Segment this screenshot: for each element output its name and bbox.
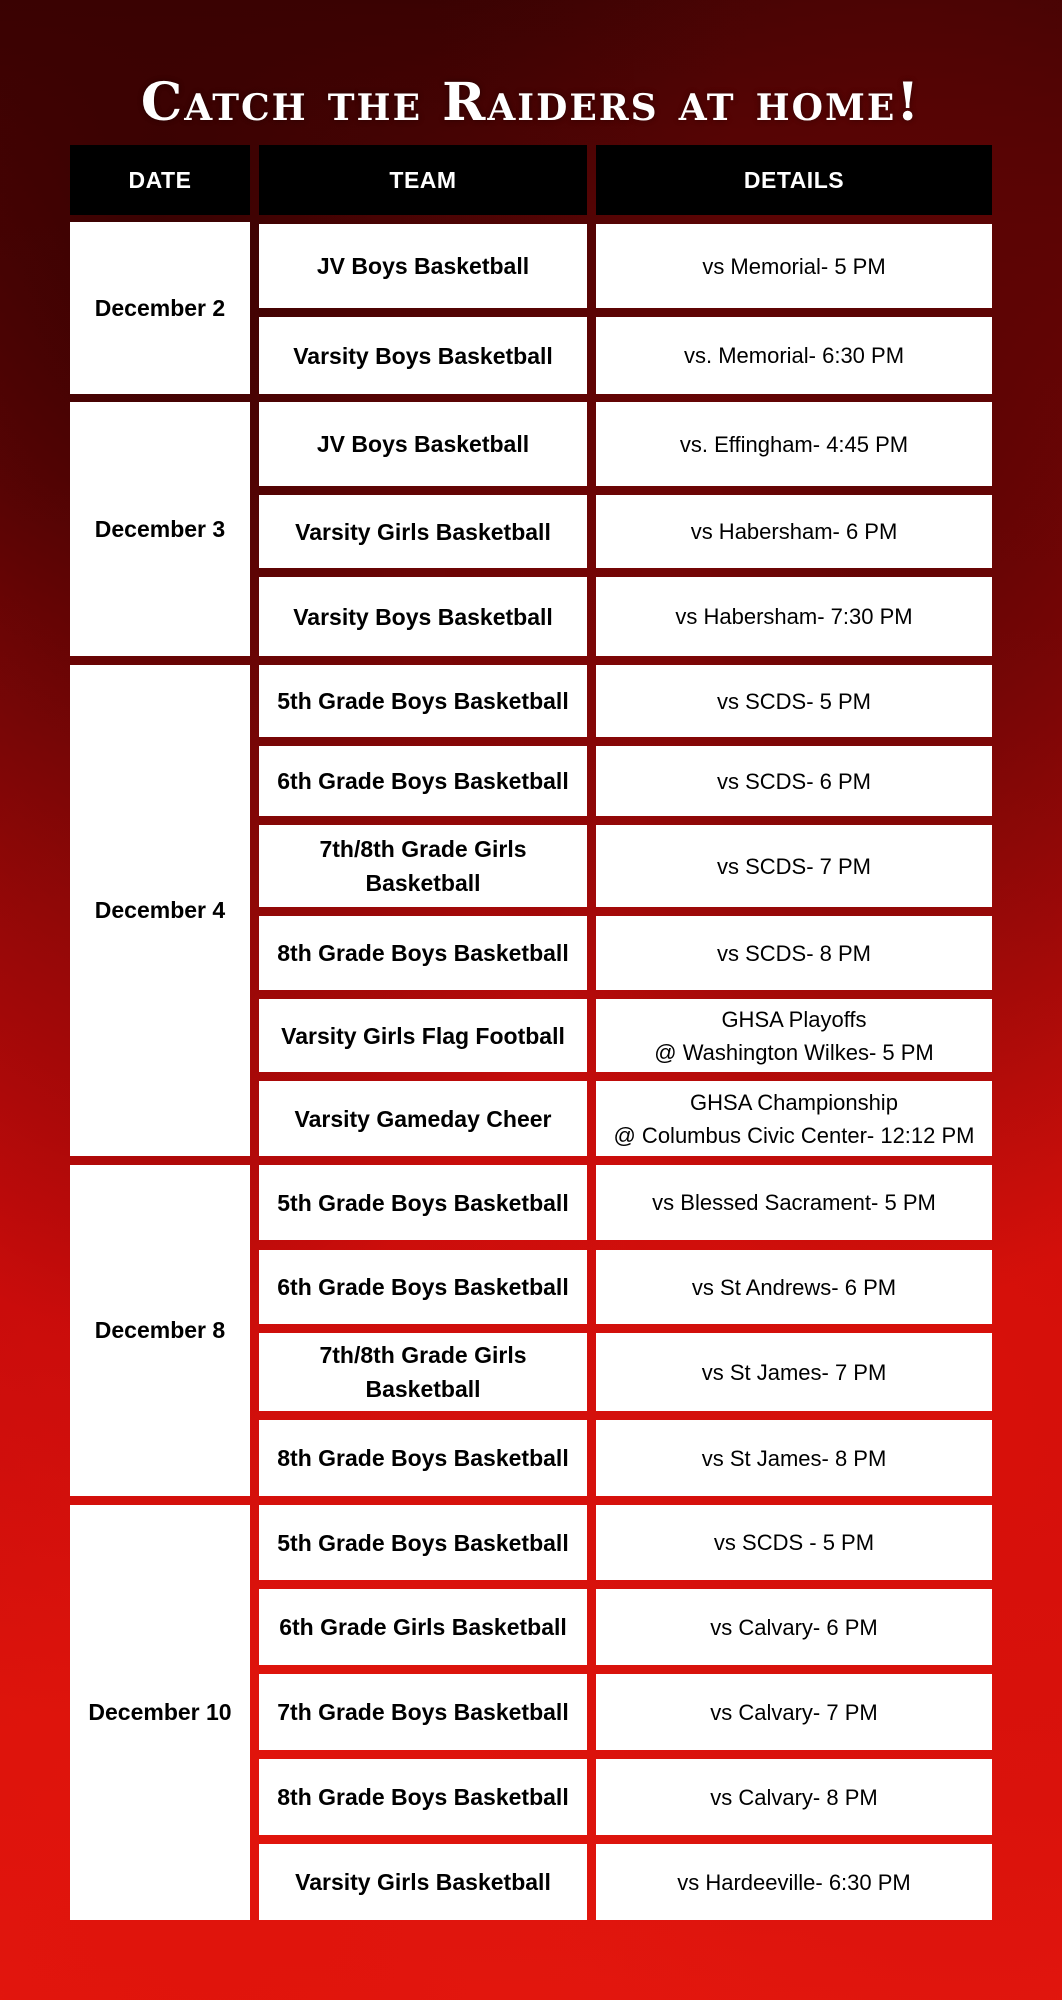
details-line: vs SCDS- 5 PM	[716, 688, 872, 714]
details-cell	[596, 1759, 992, 1835]
team-cell: 7th/8th Grade Girls Basketball	[259, 1333, 587, 1411]
details-line: vs St James- 8 PM	[701, 1445, 887, 1471]
details-cell	[596, 1674, 992, 1750]
team-cell: 8th Grade Boys Basketball	[259, 1420, 587, 1496]
details-line: @ Washington Wilkes- 5 PM	[654, 1039, 934, 1065]
team-cell: 8th Grade Boys Basketball	[259, 916, 587, 990]
details-line: vs St Andrews- 6 PM	[691, 1274, 897, 1300]
team-cell: Varsity Boys Basketball	[259, 317, 587, 394]
team-cell: Varsity Gameday Cheer	[259, 1081, 587, 1156]
details-line: vs SCDS- 7 PM	[716, 853, 872, 879]
details-line: vs Habersham- 6 PM	[690, 519, 898, 544]
details-cell	[596, 916, 992, 990]
details-cell	[596, 1420, 992, 1496]
details-line: GHSA Playoffs	[721, 1006, 867, 1032]
team-cell: 6th Grade Boys Basketball	[259, 746, 587, 816]
details-cell	[596, 1333, 992, 1411]
details-cell	[596, 1250, 992, 1324]
details-line: vs Calvary- 8 PM	[710, 1784, 878, 1810]
team-cell: 5th Grade Boys Basketball	[259, 1165, 587, 1240]
details-line: vs Calvary- 7 PM	[710, 1699, 878, 1725]
details-cell	[596, 1589, 992, 1665]
details-line: vs Hardeeville- 6:30 PM	[677, 1869, 911, 1895]
details-cell	[596, 577, 992, 656]
details-cell	[596, 746, 992, 816]
details-cell	[596, 665, 992, 737]
team-cell: JV Boys Basketball	[259, 224, 587, 308]
team-cell: 7th/8th Grade Girls Basketball	[259, 825, 587, 907]
team-cell: 5th Grade Boys Basketball	[259, 665, 587, 737]
header-date: DATE	[70, 145, 250, 215]
details-line: @ Columbus Civic Center- 12:12 PM	[613, 1122, 975, 1148]
details-cell	[596, 1165, 992, 1240]
details-cell	[596, 1081, 992, 1156]
details-line: GHSA Championship	[690, 1089, 898, 1115]
details-line: vs SCDS- 6 PM	[716, 768, 872, 794]
team-cell: 6th Grade Girls Basketball	[259, 1589, 587, 1665]
date-cell: December 2	[70, 222, 250, 394]
date-cell: December 10	[70, 1505, 250, 1920]
date-cell: December 3	[70, 402, 250, 656]
details-cell	[596, 317, 992, 394]
details-cell	[596, 224, 992, 308]
team-cell: Varsity Girls Basketball	[259, 495, 587, 568]
details-line: vs Habersham- 7:30 PM	[675, 604, 913, 629]
team-cell: JV Boys Basketball	[259, 402, 587, 486]
details-cell	[596, 1505, 992, 1580]
details-line: vs Calvary- 6 PM	[710, 1614, 878, 1640]
details-cell	[596, 402, 992, 486]
team-cell: Varsity Boys Basketball	[259, 577, 587, 656]
header-team: TEAM	[259, 145, 587, 215]
details-line: vs Blessed Sacrament- 5 PM	[652, 1190, 936, 1215]
date-cell: December 4	[70, 665, 250, 1156]
team-cell: 8th Grade Boys Basketball	[259, 1759, 587, 1835]
details-cell	[596, 999, 992, 1072]
details-cell	[596, 495, 992, 568]
details-line: vs SCDS- 8 PM	[716, 940, 872, 966]
team-cell: 6th Grade Boys Basketball	[259, 1250, 587, 1324]
details-cell	[596, 825, 992, 907]
details-line: vs St James- 7 PM	[701, 1359, 887, 1385]
details-line: vs. Memorial- 6:30 PM	[683, 343, 905, 368]
header-details: DETAILS	[596, 145, 992, 215]
team-cell: Varsity Girls Flag Football	[259, 999, 587, 1072]
team-cell: 7th Grade Boys Basketball	[259, 1674, 587, 1750]
details-cell	[596, 1844, 992, 1920]
details-line: vs Memorial- 5 PM	[702, 253, 886, 279]
team-cell: 5th Grade Boys Basketball	[259, 1505, 587, 1580]
team-cell: Varsity Girls Basketball	[259, 1844, 587, 1920]
details-line: vs. Effingham- 4:45 PM	[679, 431, 909, 457]
date-cell: December 8	[70, 1165, 250, 1496]
page-title: Catch the Raiders at home!	[140, 72, 922, 133]
details-line: vs SCDS - 5 PM	[713, 1530, 875, 1555]
